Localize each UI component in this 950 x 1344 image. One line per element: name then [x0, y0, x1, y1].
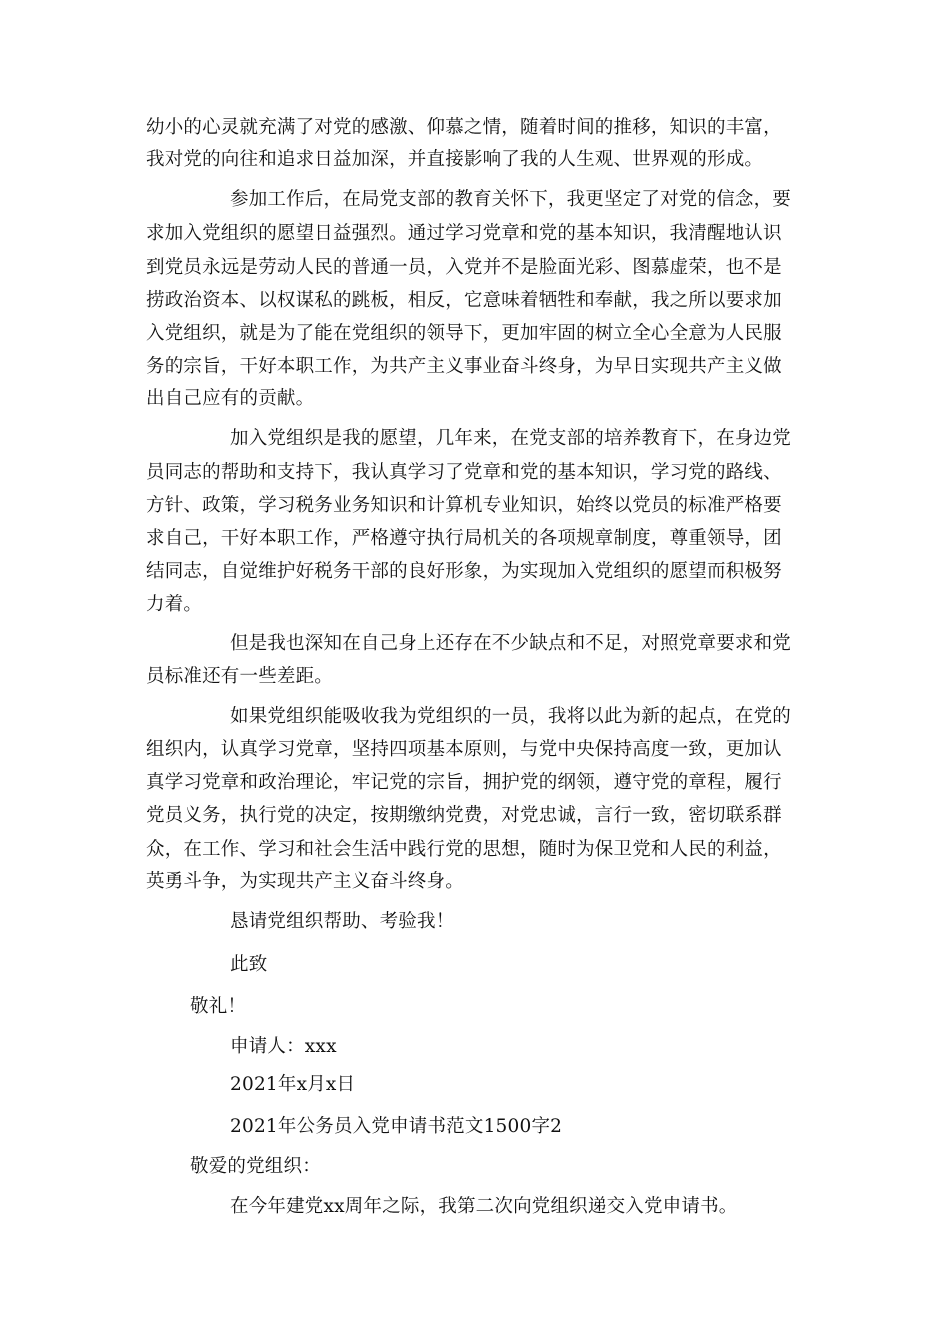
letter-greeting: 敬爱的党组织： [190, 1156, 321, 1177]
body-line: 英勇斗争，为实现共产主义奋斗终身。 [146, 871, 464, 892]
closing-request: 恳请党组织帮助、考验我！ [230, 911, 455, 932]
paragraph-first-line: 加入党组织是我的愿望，几年来，在党支部的培养教育下，在身边党 [230, 428, 792, 449]
closing-salutation: 此致 [230, 954, 268, 975]
body-line: 幼小的心灵就充满了对党的感激、仰慕之情，随着时间的推移，知识的丰富， [146, 117, 782, 138]
paragraph-first-line: 但是我也深知在自己身上还存在不少缺点和不足，对照党章要求和党 [230, 633, 792, 654]
section-title: 2021年公务员入党申请书范文1500字2 [230, 1116, 563, 1137]
paragraph-first-line: 在今年建党xx周年之际，我第二次向党组织递交入党申请书。 [230, 1196, 738, 1217]
signature-date: 2021年x月x日 [230, 1074, 356, 1095]
body-line: 到党员永远是劳动人民的普通一员，入党并不是脸面光彩、图慕虚荣，也不是 [146, 257, 782, 278]
body-line: 真学习党章和政治理论，牢记党的宗旨，拥护党的纲领，遵守党的章程，履行 [146, 772, 782, 793]
closing-regards: 敬礼！ [190, 996, 247, 1017]
body-line: 组织内，认真学习党章，坚持四项基本原则，与党中央保持高度一致，更加认 [146, 739, 782, 760]
body-line: 求自己，干好本职工作，严格遵守执行局机关的各项规章制度，尊重领导，团 [146, 528, 782, 549]
body-line: 众，在工作、学习和社会生活中践行党的思想，随时为保卫党和人民的利益， [146, 839, 782, 860]
body-line: 出自己应有的贡献。 [146, 388, 315, 409]
paragraph-first-line: 参加工作后，在局党支部的教育关怀下，我更坚定了对党的信念，要 [230, 189, 792, 210]
body-line: 党员义务，执行党的决定，按期缴纳党费，对党忠诚，言行一致，密切联系群 [146, 805, 782, 826]
body-line: 方针、政策，学习税务业务知识和计算机专业知识，始终以党员的标准严格要 [146, 495, 782, 516]
body-line: 力着。 [146, 594, 203, 615]
body-line: 员同志的帮助和支持下，我认真学习了党章和党的基本知识，学习党的路线、 [146, 462, 782, 483]
body-line: 结同志，自觉维护好税务干部的良好形象，为实现加入党组织的愿望而积极努 [146, 561, 782, 582]
body-line: 捞政治资本、以权谋私的跳板，相反，它意味着牺牲和奉献，我之所以要求加 [146, 290, 782, 311]
body-line: 务的宗旨，干好本职工作，为共产主义事业奋斗终身，为早日实现共产主义做 [146, 356, 782, 377]
body-line: 我对党的向往和追求日益加深，并直接影响了我的人生观、世界观的形成。 [146, 149, 764, 170]
body-line: 求加入党组织的愿望日益强烈。通过学习党章和党的基本知识，我清醒地认识 [146, 223, 782, 244]
applicant-signature: 申请人：xxx [230, 1036, 337, 1057]
paragraph-first-line: 如果党组织能吸收我为党组织的一员，我将以此为新的起点，在党的 [230, 706, 792, 727]
body-line: 入党组织，就是为了能在党组织的领导下，更加牢固的树立全心全意为人民服 [146, 323, 782, 344]
body-line: 员标准还有一些差距。 [146, 666, 334, 687]
